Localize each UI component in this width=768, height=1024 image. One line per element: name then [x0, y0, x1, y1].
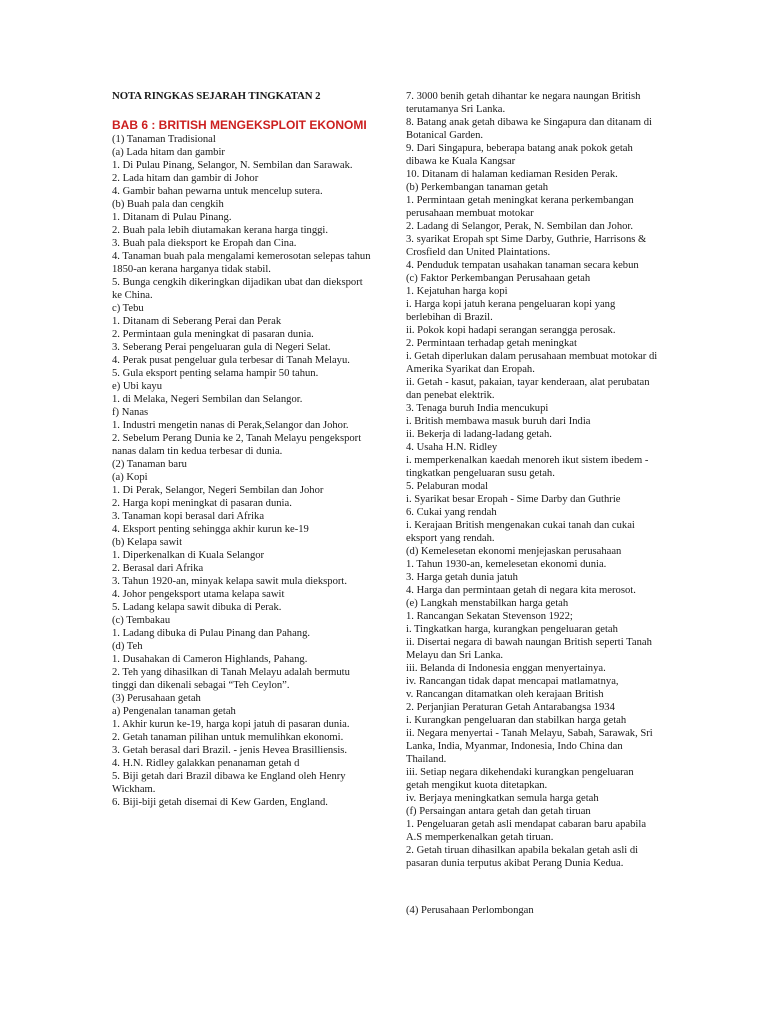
note-line: 1. Ladang dibuka di Pulau Pinang dan Pahang. — [112, 628, 311, 639]
note-line: ii. Pokok kopi hadapi serangan serangga perosak. — [406, 325, 616, 336]
note-line: 4. Perak pusat pengeluar gula terbesar di Tanah Melayu. — [112, 355, 350, 366]
blank-line — [406, 881, 658, 894]
note-line: e) Ubi kayu — [112, 381, 163, 392]
note-line: 2. Getah tanaman pilihan untuk memulihkan ekonomi. — [112, 732, 344, 743]
note-line: iv. Berjaya meningkatkan semula harga getah — [406, 793, 599, 804]
note-line: (a) Lada hitam dan gambir — [112, 147, 225, 158]
note-line: 2. Lada hitam dan gambir di Johor — [112, 173, 259, 184]
note-line: 4. Tanaman buah pala mengalami kemerosotan selepas tahun 1850-an kerana harganya tidak stabil. — [112, 251, 371, 275]
note-line: 7. 3000 benih getah dihantar ke negara naungan British terutamanya Sri Lanka. — [406, 91, 641, 115]
note-line: 10. Ditanam di halaman kediaman Residen Perak. — [406, 169, 618, 180]
note-line: 3. Seberang Perai pengeluaran gula di Negeri Selat. — [112, 342, 331, 353]
note-line: 1. Industri mengetin nanas di Perak,Selangor dan Johor. — [112, 420, 349, 431]
note-line: 4. Gambir bahan pewarna untuk mencelup sutera. — [112, 186, 323, 197]
note-line: 2. Teh yang dihasilkan di Tanah Melayu adalah bermutu tinggi dan dikenali sebagai “Teh Ceylon”. — [112, 667, 350, 691]
note-line: 4. Eksport penting sehingga akhir kurun ke-19 — [112, 524, 309, 535]
note-line: v. Rancangan ditamatkan oleh kerajaan British — [406, 689, 604, 700]
note-line: f) Nanas — [112, 407, 149, 418]
note-line: 1. Di Pulau Pinang, Selangor, N. Sembilan dan Sarawak. — [112, 160, 353, 171]
note-line: iii. Belanda di Indonesia enggan menyertainya. — [406, 663, 606, 674]
note-line: (3) Perusahaan getah — [112, 693, 201, 704]
note-line: (a) Kopi — [112, 472, 148, 483]
note-line: ii. Bekerja di ladang-ladang getah. — [406, 429, 552, 440]
note-line: (e) Langkah menstabilkan harga getah — [406, 598, 569, 609]
note-line: (d) Teh — [112, 641, 143, 652]
note-line: i. Kurangkan pengeluaran dan stabilkan harga getah — [406, 715, 627, 726]
note-line: 3. Getah berasal dari Brazil. - jenis Hevea Brasilliensis. — [112, 745, 348, 756]
note-line: (b) Buah pala dan cengkih — [112, 199, 224, 210]
note-line: 1. Kejatuhan harga kopi — [406, 286, 508, 297]
note-line: ii. Negara menyertai - Tanah Melayu, Sabah, Sarawak, Sri Lanka, India, Myanmar, Indonesia, Indo China dan Thailand. — [406, 728, 653, 765]
note-line: 3. syarikat Eropah spt Sime Darby, Guthrie, Harrisons & Crosfield dan United Plaintations. — [406, 234, 647, 258]
note-line: 6. Cukai yang rendah — [406, 507, 497, 518]
note-line: 2. Sebelum Perang Dunia ke 2, Tanah Melayu pengeksport nanas dalam tin kedua terbesar di dunia. — [112, 433, 362, 457]
note-line: 1. Di Perak, Selangor, Negeri Sembilan dan Johor — [112, 485, 324, 496]
note-line: 4. Penduduk tempatan usahakan tanaman secara kebun — [406, 260, 639, 271]
left-column — [112, 90, 374, 809]
note-line: 3. Tanaman kopi berasal dari Afrika — [112, 511, 265, 522]
note-line: 4. Harga dan permintaan getah di negara kita merosot. — [406, 585, 636, 596]
right-column — [406, 90, 658, 917]
note-line: 2. Perjanjian Peraturan Getah Antarabangsa 1934 — [406, 702, 615, 713]
right-column-body — [406, 90, 658, 917]
note-line: 2. Harga kopi meningkat di pasaran dunia. — [112, 498, 292, 509]
note-line: 1. Tahun 1930-an, kemelesetan ekonomi dunia. — [406, 559, 607, 570]
note-line: 5. Bunga cengkih dikeringkan dijadikan ubat dan dieksport ke China. — [112, 277, 363, 301]
note-line: (2) Tanaman baru — [112, 459, 187, 470]
note-line: (1) Tanaman Tradisional — [112, 134, 216, 145]
document-title: NOTA RINGKAS SEJARAH TINGKATAN 2 — [112, 90, 321, 102]
note-line: i. memperkenalkan kaedah menoreh ikut sistem ibedem -tingkatkan pengeluaran susu getah. — [406, 455, 649, 479]
note-line: c) Tebu — [112, 303, 144, 314]
note-line: 1. di Melaka, Negeri Sembilan dan Selangor. — [112, 394, 303, 405]
note-line: 2. Getah tiruan dihasilkan apabila bekalan getah asli di pasaran dunia terputus akibat Perang Dunia Kedua. — [406, 845, 639, 869]
note-line: 5. Ladang kelapa sawit dibuka di Perak. — [112, 602, 282, 613]
note-line: 5. Biji getah dari Brazil dibawa ke England oleh Henry Wickham. — [112, 771, 346, 795]
note-line: i. Harga kopi jatuh kerana pengeluaran kopi yang berlebihan di Brazil. — [406, 299, 616, 323]
note-line: 3. Buah pala dieksport ke Eropah dan Cina. — [112, 238, 297, 249]
note-line: (c) Faktor Perkembangan Perusahaan getah — [406, 273, 591, 284]
note-line: 4. H.N. Ridley galakkan penanaman getah d — [112, 758, 300, 769]
note-line: (b) Kelapa sawit — [112, 537, 183, 548]
note-line: 1. Permintaan getah meningkat kerana perkembangan perusahaan membuat motokar — [406, 195, 634, 219]
note-line: i. Kerajaan British mengenakan cukai tanah dan cukai eksport yang rendah. — [406, 520, 635, 544]
note-line: 1. Dusahakan di Cameron Highlands, Pahang. — [112, 654, 308, 665]
note-line: (4) Perusahaan Perlombongan — [406, 905, 534, 917]
note-line: a) Pengenalan tanaman getah — [112, 706, 236, 717]
note-line: 4. Usaha H.N. Ridley — [406, 442, 498, 453]
note-line: i. British membawa masuk buruh dari India — [406, 416, 591, 427]
note-line: 1. Akhir kurun ke-19, harga kopi jatuh di pasaran dunia. — [112, 719, 350, 730]
note-line: 9. Dari Singapura, beberapa batang anak pokok getah dibawa ke Kuala Kangsar — [406, 143, 633, 167]
note-line: 2. Permintaan gula meningkat di pasaran dunia. — [112, 329, 314, 340]
note-line: 3. Tahun 1920-an, minyak kelapa sawit mula dieksport. — [112, 576, 348, 587]
note-line: 2. Buah pala lebih diutamakan kerana harga tinggi. — [112, 225, 329, 236]
note-line: 2. Berasal dari Afrika — [112, 563, 204, 574]
note-line: 1. Pengeluaran getah asli mendapat cabaran baru apabila A.S memperkenalkan getah tiruan. — [406, 819, 647, 843]
note-line: ii. Getah - kasut, pakaian, tayar kenderaan, alat perubatan dan penebat elektrik. — [406, 377, 650, 401]
note-line: (b) Perkembangan tanaman getah — [406, 182, 549, 193]
note-line: iv. Rancangan tidak dapat mencapai matlamatnya, — [406, 676, 619, 687]
note-line: 1. Ditanam di Seberang Perai dan Perak — [112, 316, 282, 327]
note-line: i. Getah diperlukan dalam perusahaan membuat motokar di Amerika Syarikat dan Eropah. — [406, 351, 658, 375]
note-line: 5. Pelaburan modal — [406, 481, 489, 492]
chapter-heading: BAB 6 : BRITISH MENGEKSPLOIT EKONOMI — [112, 118, 367, 132]
note-line: (f) Persaingan antara getah dan getah tiruan — [406, 806, 591, 817]
note-line: i. Tingkatkan harga, kurangkan pengeluaran getah — [406, 624, 618, 635]
note-line: ii. Disertai negara di bawah naungan British seperti Tanah Melayu dan Sri Lanka. — [406, 637, 652, 661]
note-line: 1. Diperkenalkan di Kuala Selangor — [112, 550, 265, 561]
note-line: 5. Gula eksport penting selama hampir 50 tahun. — [112, 368, 319, 379]
note-line: 1. Rancangan Sekatan Stevenson 1922; — [406, 611, 573, 622]
note-line: 6. Biji-biji getah disemai di Kew Garden, England. — [112, 797, 328, 808]
note-line: iii. Setiap negara dikehendaki kurangkan pengeluaran getah mengikut kuota ditetapkan. — [406, 767, 634, 791]
note-line: i. Syarikat besar Eropah - Sime Darby dan Guthrie — [406, 494, 621, 505]
note-line: (c) Tembakau — [112, 615, 171, 626]
note-line: (d) Kemelesetan ekonomi menjejaskan perusahaan — [406, 546, 622, 557]
note-line: 4. Johor pengeksport utama kelapa sawit — [112, 589, 285, 600]
note-line: 1. Ditanam di Pulau Pinang. — [112, 212, 232, 223]
note-line: 3. Harga getah dunia jatuh — [406, 572, 518, 583]
note-line: 2. Permintaan terhadap getah meningkat — [406, 338, 577, 349]
note-line: 8. Batang anak getah dibawa ke Singapura dan ditanam di Botanical Garden. — [406, 117, 652, 141]
left-column-body — [112, 133, 374, 809]
note-line: 2. Ladang di Selangor, Perak, N. Sembilan dan Johor. — [406, 221, 634, 232]
note-line: 3. Tenaga buruh India mencukupi — [406, 403, 549, 414]
